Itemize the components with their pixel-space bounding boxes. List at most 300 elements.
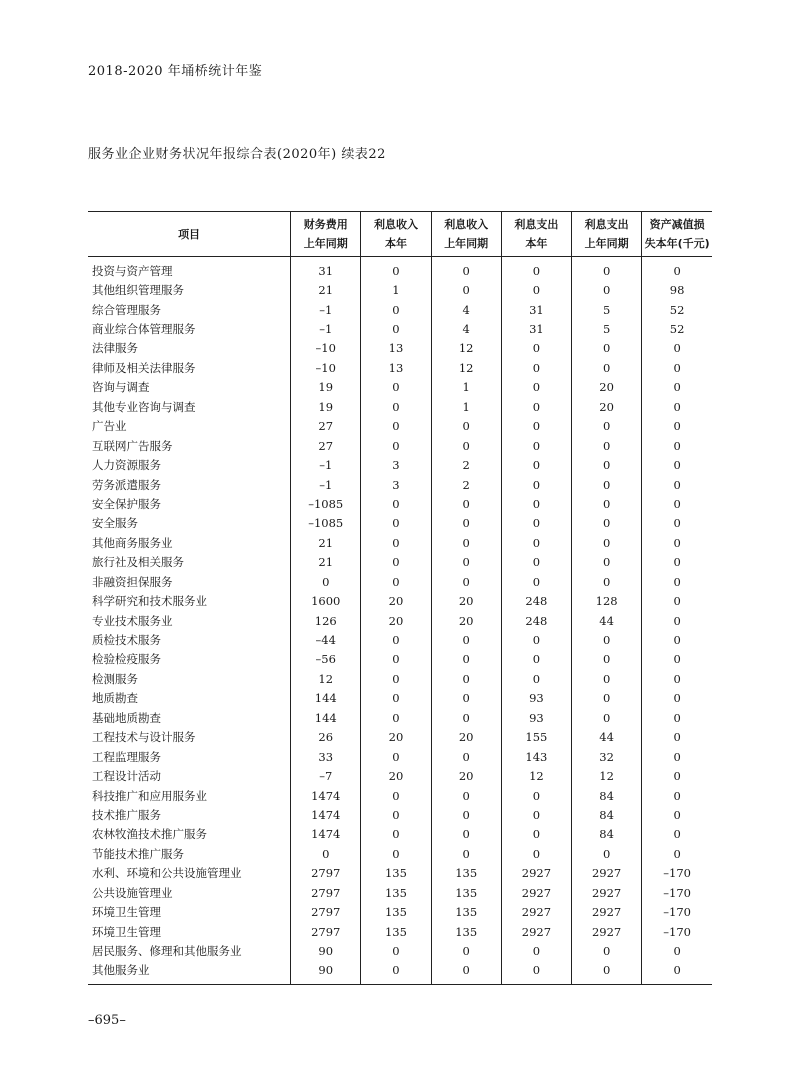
table-cell: 1474	[291, 786, 361, 805]
row-label: 居民服务、修理和其他服务业	[92, 944, 242, 959]
table-row	[88, 300, 712, 319]
table-cell: 2927	[501, 922, 571, 941]
table-row	[88, 708, 712, 727]
row-label: 广告业	[92, 419, 127, 434]
table-cell: 20	[431, 611, 501, 630]
table-cell: 0	[642, 708, 712, 727]
table-cell: 248	[501, 611, 571, 630]
table-cell: 0	[642, 417, 712, 436]
table-row	[88, 417, 712, 436]
table-row	[88, 553, 712, 572]
table-cell: 2927	[501, 902, 571, 921]
table-row	[88, 766, 712, 785]
table-cell: 0	[501, 494, 571, 513]
table-cell: 0	[431, 669, 501, 688]
table-cell: 0	[501, 280, 571, 299]
table-cell: 0	[642, 766, 712, 785]
table-cell: 0	[642, 358, 712, 377]
table-cell: 0	[572, 494, 642, 513]
table-cell: 135	[361, 864, 431, 883]
table-cell: 0	[361, 805, 431, 824]
row-label: 技术推广服务	[92, 807, 161, 822]
table-cell: 19	[291, 397, 361, 416]
table-cell: 0	[642, 650, 712, 669]
row-label: 工程技术与设计服务	[92, 730, 196, 745]
table-cell: 0	[501, 358, 571, 377]
table-cell: 20	[361, 591, 431, 610]
row-label: 其他服务业	[92, 963, 150, 978]
table-cell: 0	[572, 475, 642, 494]
table-cell: 0	[572, 844, 642, 863]
table-cell: 27	[291, 417, 361, 436]
row-label: 公共设施管理业	[92, 885, 173, 900]
table-cell: 20	[572, 378, 642, 397]
table-cell: 135	[361, 883, 431, 902]
table-cell: 0	[642, 533, 712, 552]
table-cell: 0	[361, 436, 431, 455]
table-cell: 0	[572, 689, 642, 708]
table-cell: 0	[501, 475, 571, 494]
table-cell: 0	[642, 844, 712, 863]
row-label: 工程监理服务	[92, 749, 161, 764]
table-row	[88, 280, 712, 299]
column-header-line1: 项目	[178, 227, 201, 241]
table-row	[88, 572, 712, 591]
table-cell: 2927	[572, 902, 642, 921]
table-row	[88, 805, 712, 824]
row-label: 环境卫生管理	[92, 905, 161, 920]
table-header	[88, 212, 712, 257]
table-cell: 0	[361, 630, 431, 649]
row-label: 其他商务服务业	[92, 535, 173, 550]
column-header-line1: 资产减值损	[649, 218, 705, 231]
table-cell: 3	[361, 475, 431, 494]
row-label: 综合管理服务	[92, 302, 161, 317]
table-row	[88, 455, 712, 474]
table-cell: 0	[361, 650, 431, 669]
table-cell: 0	[501, 417, 571, 436]
table-cell: 0	[361, 572, 431, 591]
column-header	[361, 212, 431, 257]
table-row	[88, 591, 712, 610]
page-number: –695–	[88, 1013, 126, 1028]
table-cell: 0	[642, 611, 712, 630]
table-cell: 98	[642, 280, 712, 299]
table-cell: 0	[431, 650, 501, 669]
table-cell: 0	[642, 455, 712, 474]
row-label: 律师及相关法律服务	[92, 360, 196, 375]
table-cell: 12	[431, 339, 501, 358]
table-cell: 0	[291, 572, 361, 591]
table-cell: 0	[431, 494, 501, 513]
column-header-line1: 利息支出	[584, 218, 629, 231]
table-row	[88, 961, 712, 985]
table-cell: 0	[361, 378, 431, 397]
table-cell: 0	[572, 630, 642, 649]
table-cell: 0	[572, 358, 642, 377]
table-cell: 0	[431, 417, 501, 436]
table-cell: 0	[361, 417, 431, 436]
column-header	[572, 212, 642, 257]
table-cell: 21	[291, 533, 361, 552]
table-cell: 33	[291, 747, 361, 766]
table-cell: 1	[431, 397, 501, 416]
table-cell: 0	[431, 630, 501, 649]
row-label: 商业综合体管理服务	[92, 322, 196, 337]
table-cell: 0	[572, 572, 642, 591]
table-cell: 0	[361, 825, 431, 844]
table-cell: 93	[501, 689, 571, 708]
column-header	[88, 212, 291, 257]
column-header	[642, 212, 712, 257]
table-cell: 0	[431, 533, 501, 552]
table-row	[88, 533, 712, 552]
table-row	[88, 669, 712, 688]
table-cell: 0	[642, 475, 712, 494]
table-cell: 31	[501, 300, 571, 319]
table-cell: 128	[572, 591, 642, 610]
table-cell: 44	[572, 611, 642, 630]
table-cell: 0	[361, 747, 431, 766]
table-cell: 21	[291, 553, 361, 572]
table-cell: 1	[361, 280, 431, 299]
table-cell: 0	[501, 844, 571, 863]
table-cell: 1	[431, 378, 501, 397]
row-label: 旅行社及相关服务	[92, 555, 184, 570]
table-cell: 4	[431, 300, 501, 319]
table-cell: 12	[431, 358, 501, 377]
table-cell: 0	[642, 728, 712, 747]
table-cell: 12	[572, 766, 642, 785]
table-cell: 0	[501, 339, 571, 358]
table-cell: 0	[431, 280, 501, 299]
table-cell: 0	[501, 397, 571, 416]
column-header	[431, 212, 501, 257]
column-header-line2: 失本年(千元)	[644, 237, 710, 250]
row-label: 农林牧渔技术推广服务	[92, 827, 207, 842]
table-cell: 0	[642, 669, 712, 688]
table-cell: –56	[291, 650, 361, 669]
column-header-line1: 利息收入	[373, 218, 418, 231]
table-cell: 0	[642, 514, 712, 533]
row-label: 互联网广告服务	[92, 438, 173, 453]
table-row	[88, 514, 712, 533]
table-cell: 0	[361, 397, 431, 416]
table-row	[88, 941, 712, 960]
table-cell: 0	[501, 257, 571, 281]
table-cell: 20	[572, 397, 642, 416]
table-cell: 5	[572, 300, 642, 319]
table-row	[88, 728, 712, 747]
table-cell: 2797	[291, 922, 361, 941]
table-cell: 0	[361, 319, 431, 338]
table-cell: 0	[572, 553, 642, 572]
table-cell: –170	[642, 864, 712, 883]
table-cell: 135	[431, 864, 501, 883]
table-cell: 20	[431, 591, 501, 610]
table-row	[88, 922, 712, 941]
table-cell: 44	[572, 728, 642, 747]
table-cell: 84	[572, 825, 642, 844]
column-header-line2: 本年	[384, 237, 407, 250]
table-cell: 0	[642, 494, 712, 513]
table-cell: 0	[501, 533, 571, 552]
table-cell: 2927	[572, 922, 642, 941]
table-cell: 20	[361, 728, 431, 747]
table-cell: 0	[501, 805, 571, 824]
row-label: 水利、环境和公共设施管理业	[92, 866, 242, 881]
row-label: 咨询与调查	[92, 380, 150, 395]
table-cell: 0	[431, 257, 501, 281]
table-cell: 144	[291, 708, 361, 727]
table-row	[88, 397, 712, 416]
column-header-line2: 上年同期	[584, 237, 629, 250]
table-cell: 0	[501, 825, 571, 844]
table-cell: 135	[431, 902, 501, 921]
table-title: 服务业企业财务状况年报综合表(2020年) 续表22	[88, 147, 386, 162]
table-cell: 144	[291, 689, 361, 708]
table-cell: 31	[501, 319, 571, 338]
table-row	[88, 689, 712, 708]
table-cell: –1	[291, 319, 361, 338]
table-cell: 31	[291, 257, 361, 281]
table-cell: 20	[431, 766, 501, 785]
table-row	[88, 902, 712, 921]
table-cell: 0	[642, 805, 712, 824]
table-cell: –1	[291, 300, 361, 319]
row-label: 节能技术推广服务	[92, 846, 184, 861]
table-cell: 0	[642, 257, 712, 281]
row-label: 科技推广和应用服务业	[92, 788, 207, 803]
row-label: 安全保护服务	[92, 496, 161, 511]
table-row	[88, 883, 712, 902]
table-cell: 0	[431, 786, 501, 805]
table-cell: –1	[291, 455, 361, 474]
table-row	[88, 611, 712, 630]
table-cell: 93	[501, 708, 571, 727]
table-cell: 2927	[501, 864, 571, 883]
table-row	[88, 378, 712, 397]
table-cell: –10	[291, 358, 361, 377]
table-row	[88, 630, 712, 649]
table-cell: –7	[291, 766, 361, 785]
table-cell: 0	[642, 572, 712, 591]
table-cell: 0	[572, 669, 642, 688]
table-cell: 0	[361, 786, 431, 805]
table-cell: 0	[501, 630, 571, 649]
table-cell: 0	[361, 961, 431, 985]
table-cell: 0	[431, 436, 501, 455]
table-cell: 0	[572, 339, 642, 358]
finance-table	[88, 211, 712, 985]
table-cell: 5	[572, 319, 642, 338]
table-cell: 32	[572, 747, 642, 766]
table-cell: 0	[501, 553, 571, 572]
table-cell: 0	[431, 689, 501, 708]
table-cell: 0	[431, 844, 501, 863]
table-body	[88, 257, 712, 985]
row-label: 法律服务	[92, 341, 138, 356]
table-cell: 0	[642, 689, 712, 708]
table-cell: 90	[291, 961, 361, 985]
table-cell: 0	[291, 844, 361, 863]
table-cell: 0	[572, 436, 642, 455]
table-cell: 0	[501, 786, 571, 805]
table-row	[88, 475, 712, 494]
column-header	[501, 212, 571, 257]
table-cell: 13	[361, 358, 431, 377]
table-cell: 0	[361, 669, 431, 688]
table-cell: 52	[642, 300, 712, 319]
table-cell: 19	[291, 378, 361, 397]
table-cell: 2797	[291, 902, 361, 921]
row-label: 安全服务	[92, 516, 138, 531]
table-cell: 2927	[572, 864, 642, 883]
table-cell: 0	[501, 961, 571, 985]
table-cell: 0	[572, 650, 642, 669]
table-row	[88, 494, 712, 513]
row-label: 工程设计活动	[92, 769, 161, 784]
table-cell: 26	[291, 728, 361, 747]
table-cell: 0	[501, 572, 571, 591]
table-cell: 0	[642, 747, 712, 766]
table-cell: 0	[361, 257, 431, 281]
table-row	[88, 436, 712, 455]
table-cell: 0	[431, 805, 501, 824]
table-cell: 0	[642, 553, 712, 572]
table-cell: 0	[572, 514, 642, 533]
column-header-line1: 利息收入	[444, 218, 489, 231]
table-cell: 2927	[501, 883, 571, 902]
column-header-line2: 本年	[525, 237, 548, 250]
table-cell: –1	[291, 475, 361, 494]
table-cell: –1085	[291, 514, 361, 533]
column-header-line1: 利息支出	[514, 218, 559, 231]
table-cell: –170	[642, 922, 712, 941]
table-cell: 0	[572, 257, 642, 281]
table-cell: –170	[642, 883, 712, 902]
table-cell: 0	[361, 300, 431, 319]
table-row	[88, 358, 712, 377]
table-cell: 0	[431, 553, 501, 572]
table-cell: 0	[361, 553, 431, 572]
row-label: 检测服务	[92, 671, 138, 686]
column-header-line2: 上年同期	[444, 237, 489, 250]
table-cell: 13	[361, 339, 431, 358]
table-cell: 0	[361, 514, 431, 533]
table-cell: 0	[501, 514, 571, 533]
table-row	[88, 844, 712, 863]
table-cell: –170	[642, 902, 712, 921]
table-cell: 0	[501, 650, 571, 669]
table-cell: 0	[642, 941, 712, 960]
row-label: 专业技术服务业	[92, 613, 173, 628]
table-cell: 0	[501, 378, 571, 397]
table-row	[88, 650, 712, 669]
table-cell: 1600	[291, 591, 361, 610]
table-cell: 0	[361, 844, 431, 863]
table-cell: 27	[291, 436, 361, 455]
table-cell: 0	[572, 708, 642, 727]
table-row	[88, 339, 712, 358]
table-cell: 135	[431, 883, 501, 902]
row-label: 非融资担保服务	[92, 574, 173, 589]
table-cell: 0	[572, 533, 642, 552]
table-row	[88, 319, 712, 338]
table-cell: 0	[501, 941, 571, 960]
table-cell: 84	[572, 805, 642, 824]
row-label: 质检技术服务	[92, 633, 161, 648]
table-cell: 135	[431, 922, 501, 941]
table-cell: 126	[291, 611, 361, 630]
table-cell: 0	[431, 941, 501, 960]
table-cell: 0	[361, 941, 431, 960]
table-cell: 2797	[291, 883, 361, 902]
table-row	[88, 747, 712, 766]
table-cell: 12	[291, 669, 361, 688]
table-cell: 0	[642, 436, 712, 455]
table-cell: 0	[572, 961, 642, 985]
table-cell: 0	[642, 825, 712, 844]
table-cell: 0	[572, 455, 642, 474]
table-cell: 2	[431, 475, 501, 494]
table-cell: 0	[431, 572, 501, 591]
table-cell: 1474	[291, 825, 361, 844]
row-label: 地质勘查	[92, 691, 138, 706]
row-label: 环境卫生管理	[92, 924, 161, 939]
table-cell: 0	[642, 339, 712, 358]
column-header-line1: 财务费用	[303, 218, 348, 231]
table-cell: 2927	[572, 883, 642, 902]
table-cell: 2	[431, 455, 501, 474]
table-cell: 0	[501, 436, 571, 455]
table-cell: 155	[501, 728, 571, 747]
table-row	[88, 257, 712, 281]
table-row	[88, 786, 712, 805]
row-label: 人力资源服务	[92, 458, 161, 473]
table-cell: 0	[361, 533, 431, 552]
table-cell: 52	[642, 319, 712, 338]
table-cell: 0	[361, 689, 431, 708]
table-cell: 0	[431, 514, 501, 533]
table-cell: 20	[431, 728, 501, 747]
row-label: 其他专业咨询与调查	[92, 399, 196, 414]
table-cell: 248	[501, 591, 571, 610]
table-row	[88, 864, 712, 883]
row-label: 科学研究和技术服务业	[92, 594, 207, 609]
column-header-line2: 上年同期	[303, 237, 348, 250]
table-cell: 0	[642, 397, 712, 416]
table-cell: 20	[361, 766, 431, 785]
table-cell: 0	[642, 378, 712, 397]
table-cell: 1474	[291, 805, 361, 824]
table-cell: 0	[642, 786, 712, 805]
table-cell: 0	[431, 825, 501, 844]
table-cell: 20	[361, 611, 431, 630]
table-cell: 12	[501, 766, 571, 785]
table-cell: 21	[291, 280, 361, 299]
table-cell: 0	[501, 455, 571, 474]
table-cell: 0	[501, 669, 571, 688]
table-row	[88, 825, 712, 844]
row-label: 基础地质勘查	[92, 710, 161, 725]
row-label: 检验检疫服务	[92, 652, 161, 667]
header-row	[88, 212, 712, 257]
table-cell: 135	[361, 922, 431, 941]
table-cell: 0	[642, 961, 712, 985]
table-cell: 2797	[291, 864, 361, 883]
column-header	[291, 212, 361, 257]
